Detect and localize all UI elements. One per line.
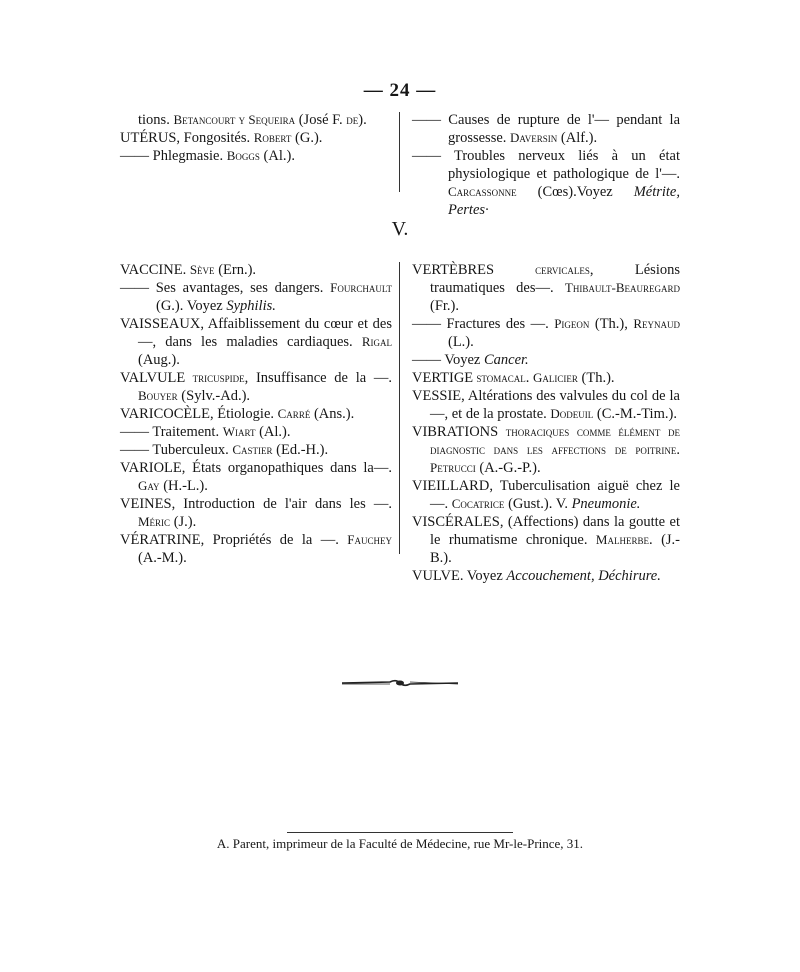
entry-author: Dodeuil	[550, 406, 594, 421]
top-right-column	[412, 111, 680, 219]
column-divider	[399, 262, 400, 554]
entry-author: Pigeon	[554, 316, 590, 331]
entry-author: Robert	[253, 130, 292, 145]
entry-heading: VIBRATIONS	[412, 424, 499, 440]
index-entry	[412, 147, 680, 219]
imprint-rule	[287, 832, 513, 833]
entry-author: Betancourt y Sequeira	[173, 112, 296, 127]
index-entry	[120, 459, 392, 495]
entry-text: , Tuberculisation aiguë chez le—.	[430, 478, 680, 512]
entry-text: .	[525, 370, 533, 386]
entry-initials: (Aug.).	[138, 352, 180, 368]
entry-author: Malherbe	[595, 532, 649, 547]
entry-heading: VALVULE	[120, 370, 186, 386]
entry-initials: (G.).	[291, 130, 323, 146]
entry-author: Fourchault	[330, 280, 392, 295]
index-entry	[412, 315, 680, 351]
ornament-divider	[340, 676, 460, 690]
entry-author: Sève	[189, 262, 215, 277]
entry-heading: VESSIE	[412, 388, 462, 404]
entry-text: .	[182, 262, 190, 278]
entry-author: Carré	[277, 406, 311, 421]
entry-initials: (Sylv.-Ad.).	[177, 388, 251, 404]
entry-qualifier: cervicales	[494, 262, 590, 277]
page-number: — 24 —	[363, 80, 437, 101]
entry-initials: (Al.).	[259, 148, 295, 164]
entry-initials: (H.-L.).	[159, 478, 208, 494]
entry-text: Causes de rupture de l'— pendant la grossesse.	[441, 112, 680, 146]
index-entry	[412, 111, 680, 147]
entry-initials: (G.). Voyez	[156, 298, 227, 314]
index-entry	[120, 495, 392, 531]
entry-text: , Introduction de l'air dans les —.	[171, 496, 392, 512]
column-divider	[399, 112, 400, 192]
entry-author: Reynaud	[633, 316, 680, 331]
index-entry	[120, 531, 392, 567]
index-entry	[412, 387, 680, 423]
entry-initials: (J.).	[170, 514, 197, 530]
index-entry	[120, 315, 392, 369]
index-entry	[412, 369, 680, 387]
entry-initials: (Alf.).	[557, 130, 598, 146]
entry-text: Phlegmasie.	[149, 148, 227, 164]
entry-text: Troubles nerveux liés à un état physiologique et pathologique de l'—.	[441, 148, 680, 182]
v-right-column	[412, 261, 680, 585]
index-entry	[412, 513, 680, 567]
entry-heading: VARIOLE	[120, 460, 182, 476]
entry-heading: VÉRATRINE	[120, 532, 201, 548]
entry-text: Traitement.	[149, 424, 223, 440]
index-entry	[120, 129, 392, 147]
entry-author: Cocatrice	[451, 496, 505, 511]
entry-initials: (Al.).	[255, 424, 291, 440]
entry-initials: . (J.-B.).	[430, 532, 680, 566]
entry-text: , (Affections) dans la goutte et le rhumatisme chronique.	[430, 514, 680, 548]
entry-heading: VACCINE	[120, 262, 183, 278]
entry-see-also: Syphilis.	[226, 298, 276, 314]
entry-text: Tuberculeux.	[149, 442, 233, 458]
entry-initials: (C.-M.-Tim.).	[593, 406, 677, 422]
imprint-line: A. Parent, imprimeur de la Faculté de Médecine, rue Mr-le-Prince, 31.	[216, 836, 584, 851]
entry-initials: (A.-G.-P.).	[475, 460, 541, 476]
entry-initials: (Gust.). V.	[504, 496, 572, 512]
entry-dash: ——	[120, 442, 149, 458]
entry-initials: (Ed.-H.).	[272, 442, 329, 458]
top-left-column	[120, 111, 392, 165]
index-entry	[120, 423, 392, 441]
entry-author: Castier	[232, 442, 273, 457]
section-letter: V.	[391, 218, 409, 240]
index-entry	[412, 423, 680, 477]
entry-text: tions.	[138, 112, 174, 128]
entry-text: , Étiologie.	[209, 406, 278, 422]
entry-heading: VIEILLARD	[412, 478, 490, 494]
entry-text: . Voyez	[459, 568, 507, 584]
entry-author: Fauchey	[347, 532, 392, 547]
entry-author: Bouyer	[138, 388, 178, 403]
entry-author: Rigal	[361, 334, 392, 349]
entry-heading: VISCÉRALES	[412, 514, 500, 530]
entry-text: , Propriétés de la —.	[200, 532, 348, 548]
entry-author: Galicier	[533, 370, 578, 385]
entry-text: , Affaiblissement du cœur et des —, dans les maladies cardiaques.	[138, 316, 392, 350]
entry-heading: VERTIGE	[412, 370, 474, 386]
entry-dash: ——	[412, 148, 441, 164]
entry-heading: UTÉRUS	[120, 130, 177, 146]
entry-see-also: Pneumonie.	[571, 496, 641, 512]
index-entry	[120, 405, 392, 423]
entry-qualifier: tricuspide	[185, 370, 245, 385]
entry-initials: (Ans.).	[310, 406, 355, 422]
entry-initials: (L.).	[448, 334, 474, 350]
v-left-column	[120, 261, 392, 567]
entry-initials: (Ern.).	[214, 262, 257, 278]
entry-author: Wiart	[222, 424, 256, 439]
entry-heading: VULVE	[412, 568, 460, 584]
entry-dash: ——	[412, 316, 441, 332]
entry-qualifier: stomacal	[473, 370, 526, 385]
index-entry	[412, 567, 680, 585]
entry-dash: ——	[120, 424, 149, 440]
entry-author: de	[346, 112, 359, 127]
entry-dash: ——	[120, 280, 149, 296]
entry-see-also: Cancer.	[483, 352, 529, 368]
entry-text: , Altérations des valvules du col de la —, et de la prostate.	[430, 388, 680, 422]
entry-initials: (Fr.).	[430, 298, 459, 314]
entry-text: Ses avantages, ses dangers.	[149, 280, 331, 296]
index-entry	[120, 147, 392, 165]
index-entry	[120, 111, 392, 129]
entry-author: Daversin	[510, 130, 558, 145]
entry-text: , Lésions traumatiques des—.	[430, 262, 680, 296]
entry-heading: VAISSEAUX	[120, 316, 201, 332]
entry-text: .	[676, 442, 680, 458]
entry-author: Méric	[138, 514, 171, 529]
entry-dash: ——	[412, 112, 441, 128]
entry-author: Petrucci	[430, 460, 476, 475]
entry-initials: ).	[358, 112, 367, 128]
entry-initials: (Cœs).Voyez	[516, 184, 634, 200]
entry-author: Carcassonne	[448, 184, 517, 199]
index-entry	[412, 261, 680, 315]
entry-text: Fractures des —.	[441, 316, 555, 332]
entry-dash: ——	[412, 352, 441, 368]
entry-text: Voyez	[441, 352, 484, 368]
entry-heading: VEINES	[120, 496, 172, 512]
entry-initials: (A.-M.).	[138, 550, 187, 566]
entry-heading: VERTÈBRES	[412, 262, 495, 278]
entry-qualifier: thoraciques comme élément de diagnostic dans les affections de poitrine	[430, 424, 680, 457]
entry-author: Thibault-Beauregard	[564, 280, 680, 295]
index-entry	[120, 279, 392, 315]
entry-initials: (Th.).	[577, 370, 615, 386]
index-entry	[120, 441, 392, 459]
entry-initials: (Th.),	[589, 316, 634, 332]
entry-initials: (José F.	[295, 112, 347, 128]
index-entry	[412, 477, 680, 513]
index-entry	[412, 351, 680, 369]
entry-see-also: Métrite, Pertes·	[448, 184, 680, 218]
entry-author: Gay	[138, 478, 160, 493]
entry-dash: ——	[120, 148, 149, 164]
index-entry	[120, 369, 392, 405]
entry-heading: VARICOCÈLE	[120, 406, 210, 422]
entry-author: Boggs	[226, 148, 260, 163]
entry-see-also: Accouchement, Déchirure.	[506, 568, 661, 584]
entry-text: , Insuffisance de la —.	[244, 370, 392, 386]
entry-text: , Fongosités.	[176, 130, 254, 146]
entry-text: , États organopathiques dans la—.	[181, 460, 392, 476]
index-entry	[120, 261, 392, 279]
